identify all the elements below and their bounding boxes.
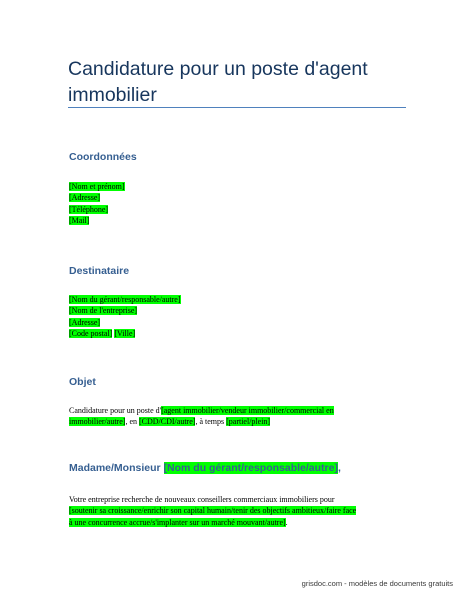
field-mail: [Mail] (69, 215, 90, 225)
field-nom-prenom: [Nom et prénom] (69, 182, 125, 191)
document-title: Candidature pour un poste d'agent immobilier (68, 58, 368, 106)
objet-text-1: Candidature pour un poste d' (69, 406, 162, 415)
body-text-1: Votre entreprise recherche de nouveaux conseillers commerciaux immobiliers pour (69, 495, 335, 504)
field-telephone: [Téléphone] (69, 204, 109, 214)
objet-heading: Objet (69, 376, 96, 388)
field-temps: [partiel/plein] (226, 417, 271, 427)
objet-paragraph (69, 405, 409, 428)
salutation (69, 462, 341, 474)
field-salutation-nom: [Nom du gérant/responsable/autre] (163, 462, 338, 474)
field-adresse-destinataire: [Adresse] (69, 317, 101, 327)
field-motif-1: [soutenir sa croissance/enrichir son capital humain/tenir des objectifs ambitieux/faire face (69, 506, 357, 516)
coordonnees-block (69, 181, 125, 226)
body-paragraph (69, 494, 409, 528)
destinataire-heading: Destinataire (69, 265, 130, 277)
objet-text-3: , à temps (195, 417, 227, 427)
footer-credit: grisdoc.com - modèles de documents gratuits (301, 579, 453, 588)
field-poste-2: immobilier/autre] (69, 417, 126, 427)
body-suffix: . (285, 517, 288, 527)
objet-text-2: , en (125, 417, 139, 427)
title-underline (68, 107, 406, 108)
coordonnees-heading: Coordonnées (69, 151, 137, 163)
field-code-postal: [Code postal] (69, 328, 113, 338)
field-ville: [Ville] (114, 328, 136, 338)
salutation-prefix: Madame/Monsieur (69, 462, 164, 474)
salutation-suffix: , (337, 462, 341, 474)
field-nom-gerant: [Nom du gérant/responsable/autre] (69, 295, 181, 304)
destinataire-block (69, 294, 181, 339)
field-nom-entreprise: [Nom de l'entreprise] (69, 306, 138, 316)
field-adresse: [Adresse] (69, 193, 101, 203)
field-poste-1: [agent immobilier/vendeur immobilier/commercial en (161, 406, 334, 415)
field-contrat: [CDD/CDI/autre] (139, 417, 196, 427)
field-motif-2: à une concurrence accrue/s'implanter sur un marché mouvant/autre] (69, 517, 286, 527)
